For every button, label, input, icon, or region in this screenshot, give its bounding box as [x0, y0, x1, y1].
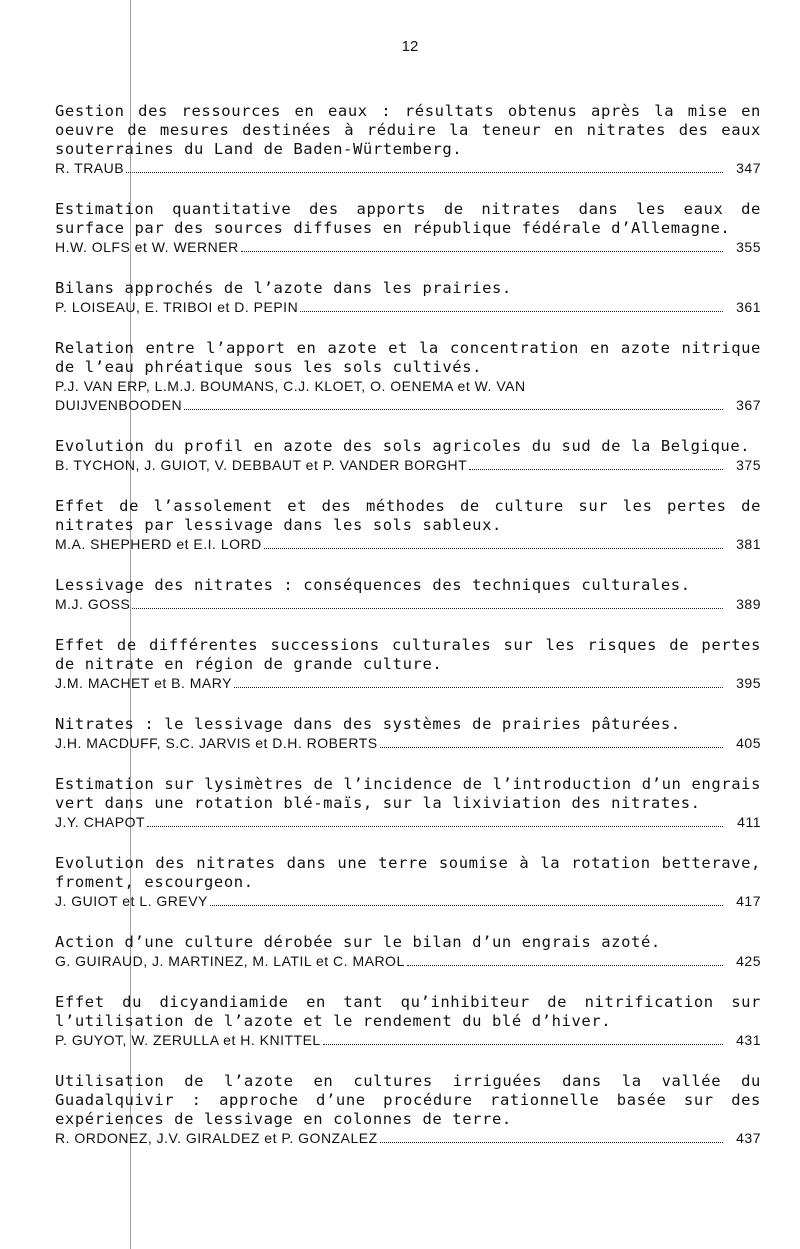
entry-title: Relation entre l’apport en azote et la concentration en azote nitrique de l’eau phréatique sous les sols cultivés.: [55, 339, 761, 376]
entry-authors: J.M. MACHET et B. MARY: [55, 675, 232, 691]
entry-page: 425: [736, 953, 761, 969]
entry-author-line: [55, 535, 761, 554]
page-number: 12: [401, 38, 419, 55]
entry-page: 389: [736, 596, 761, 612]
entry-title: Action d’une culture dérobée sur le bilan d’un engrais azoté.: [55, 933, 661, 951]
entry-authors: J. GUIOT et L. GREVY: [55, 893, 208, 909]
dot-leader: [126, 172, 723, 173]
dot-leader: [210, 905, 723, 906]
entry-title: Bilans approchés de l’azote dans les prairies.: [55, 279, 512, 297]
entry-authors: H.W. OLFS et W. WERNER: [55, 239, 239, 255]
entry-page: 411: [737, 814, 761, 830]
entry-page: 361: [736, 299, 761, 315]
entry-page: 395: [736, 675, 761, 691]
entry-page: 375: [736, 457, 761, 473]
entry-page: 405: [736, 735, 761, 751]
entry-author-line: [55, 813, 761, 832]
entry-authors: M.A. SHEPHERD et E.I. LORD: [55, 536, 262, 552]
entry-authors: J.Y. CHAPOT: [55, 814, 146, 830]
entry-page: 431: [736, 1032, 761, 1048]
dot-leader: [300, 311, 723, 312]
dot-leader: [469, 469, 723, 470]
toc-entry: [55, 497, 761, 554]
entry-title: Nitrates : le lessivage dans des systèmes de prairies pâturées.: [55, 715, 681, 733]
toc-entry: [55, 200, 761, 257]
entry-authors: R. ORDONEZ, J.V. GIRALDEZ et P. GONZALEZ: [55, 1130, 378, 1146]
entry-authors: G. GUIRAUD, J. MARTINEZ, M. LATIL et C. MAROL: [55, 953, 405, 969]
entry-page: 437: [736, 1130, 761, 1146]
entry-authors: P. GUYOT, W. ZERULLA et H. KNITTEL: [55, 1032, 321, 1048]
toc-entry: [55, 279, 761, 317]
entry-title: Evolution des nitrates dans une terre soumise à la rotation betterave, froment, escourgeon.: [55, 854, 761, 891]
entry-author-line: [55, 159, 761, 178]
toc-entry: [55, 854, 761, 911]
toc-entry: [55, 102, 761, 178]
toc-entry: [55, 339, 761, 415]
entry-title: Effet de différentes successions culturales sur les risques de pertes de nitrate en région de grande culture.: [55, 636, 761, 673]
dot-leader: [264, 548, 723, 549]
entry-page: 381: [736, 536, 761, 552]
table-of-contents: [55, 102, 761, 1170]
entry-title: Effet du dicyandiamide en tant qu’inhibiteur de nitrification sur l’utilisation de l’azote et le rendement du blé d’hiver.: [55, 993, 761, 1030]
entry-authors: B. TYCHON, J. GUIOT, V. DEBBAUT et P. VANDER BORGHT: [55, 457, 468, 473]
entry-title: Utilisation de l’azote en cultures irriguées dans la vallée du Guadalquivir : approche d’une procédure rationnelle basée sur des expériences de lessivage en colonnes de terre.: [55, 1072, 761, 1128]
toc-entry: [55, 715, 761, 753]
dot-leader: [407, 965, 723, 966]
toc-entry: [55, 933, 761, 971]
toc-entry: [55, 775, 761, 832]
dot-leader: [241, 251, 723, 252]
entry-authors: R. TRAUB: [55, 160, 125, 176]
toc-entry: [55, 993, 761, 1050]
dot-leader: [380, 1142, 723, 1143]
entry-author-line: [55, 1129, 761, 1148]
entry-author-line: [55, 298, 761, 317]
entry-author-line: [55, 238, 761, 257]
toc-entry: [55, 437, 761, 475]
entry-authors: DUIJVENBOODEN: [55, 397, 183, 413]
entry-author-line: [55, 456, 761, 475]
dot-leader: [132, 608, 723, 609]
entry-page: 355: [736, 239, 761, 255]
entry-page: 367: [736, 397, 761, 413]
dot-leader: [234, 687, 723, 688]
dot-leader: [323, 1044, 723, 1045]
entry-author-line: [55, 1031, 761, 1050]
entry-page: 417: [736, 893, 761, 909]
entry-author-line: [55, 892, 761, 911]
entry-title: Lessivage des nitrates : conséquences des techniques culturales.: [55, 576, 691, 594]
entry-authors-first-line: P.J. VAN ERP, L.M.J. BOUMANS, C.J. KLOET, O. OENEMA et W. VAN: [55, 378, 526, 394]
entry-page: 347: [736, 160, 761, 176]
entry-author-line: [55, 595, 761, 614]
toc-entry: [55, 576, 761, 614]
dot-leader: [380, 747, 723, 748]
entry-author-line: [55, 674, 761, 693]
entry-author-line: [55, 952, 761, 971]
entry-title: Effet de l’assolement et des méthodes de culture sur les pertes de nitrates par lessivage dans les sols sableux.: [55, 497, 761, 534]
entry-authors: J.H. MACDUFF, S.C. JARVIS et D.H. ROBERTS: [55, 735, 378, 751]
entry-author-line: [55, 396, 761, 415]
dot-leader: [184, 409, 723, 410]
entry-title: Estimation quantitative des apports de nitrates dans les eaux de surface par des sources diffuses en république fédérale d’Allemagne.: [55, 200, 761, 237]
entry-authors: P. LOISEAU, E. TRIBOI et D. PEPIN: [55, 299, 299, 315]
entry-title: Evolution du profil en azote des sols agricoles du sud de la Belgique.: [55, 437, 751, 455]
entry-authors: M.J. GOSS: [55, 596, 131, 612]
entry-title: Gestion des ressources en eaux : résultats obtenus après la mise en oeuvre de mesures destinées à réduire la teneur en nitrates des eaux souterraines du Land de Baden-Würtemberg.: [55, 102, 761, 158]
dot-leader: [147, 826, 723, 827]
toc-entry: [55, 636, 761, 693]
entry-author-line: [55, 734, 761, 753]
toc-entry: [55, 1072, 761, 1148]
entry-title: Estimation sur lysimètres de l’incidence de l’introduction d’un engrais vert dans une rotation blé-maïs, sur la lixiviation des nitrates.: [55, 775, 761, 812]
